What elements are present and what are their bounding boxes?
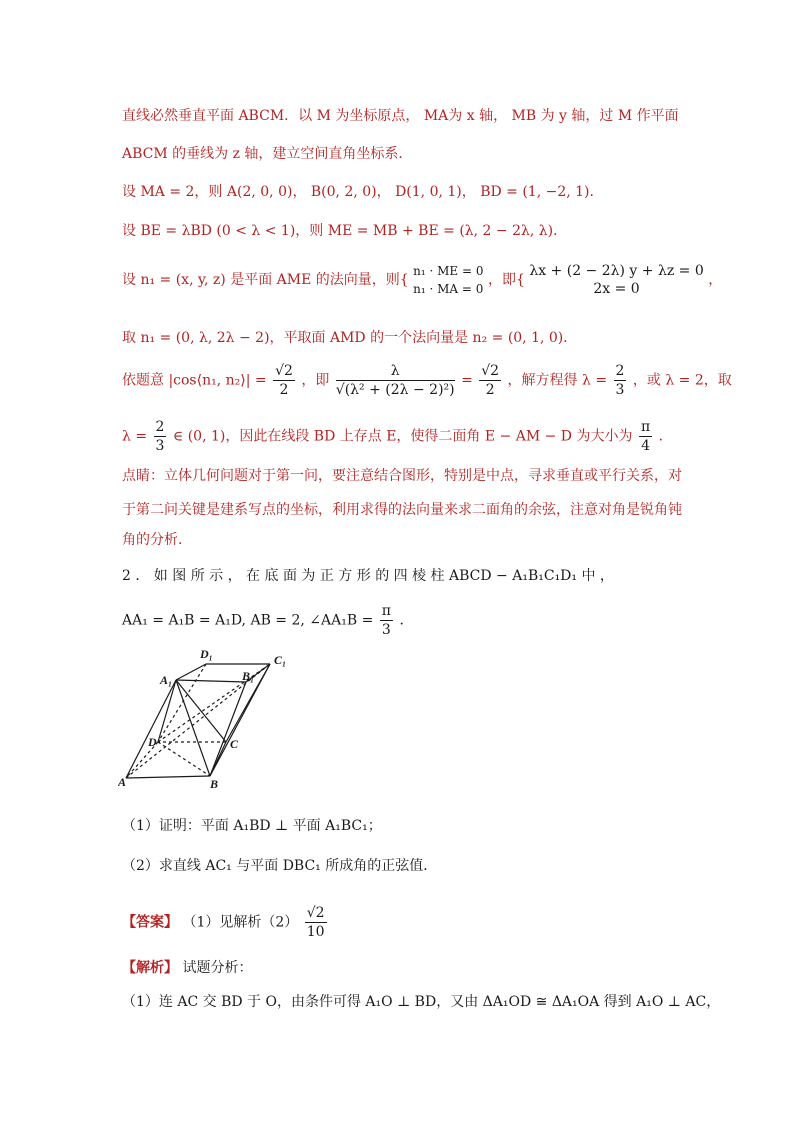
- lambda-intro: λ =: [122, 428, 148, 445]
- label-d: D: [148, 735, 157, 749]
- cosine-equals: =: [461, 372, 473, 389]
- analysis-line: [122, 958, 252, 978]
- normal-vector-end: ，: [708, 272, 723, 288]
- comment-line-2: 于第二问关键是建系写点的坐标，利用求得的法向量来求二面角的余弦，注意对角是锐角钝: [122, 502, 682, 518]
- system1-top: n₁ · ME = 0: [413, 264, 484, 278]
- label-c: C: [230, 737, 239, 751]
- cosine-or: ，或 λ = 2，取: [632, 372, 732, 389]
- label-a: A: [118, 775, 127, 789]
- paragraph-points: 设 MA = 2，则 A(2, 0, 0)， B(0, 2, 0)， D(1, 0, 1)， BD = (1, −2, 1)．: [122, 184, 604, 200]
- equation-system-2: [529, 262, 703, 298]
- lambda-conclusion-text: ∈ (0, 1)，因此在线段 BD 上存点 E，使得二面角 E − AM − D 为大小为: [172, 428, 633, 445]
- comment-line-1: 点睛：立体几何问题对于第一问，要注意结合图形，特别是中点，寻求垂直或平行关系，对: [122, 468, 682, 484]
- question-2-statement: 2 ． 如 图 所 示 ， 在 底 面 为 正 方 形 的 四 棱 柱 ABCD − A₁B₁C₁D₁ 中 ，: [122, 568, 614, 584]
- edge-a-b: [126, 776, 210, 778]
- analysis-text: 试题分析：: [182, 960, 253, 976]
- analysis-tag: 【解析】: [122, 960, 178, 976]
- fraction-lambda-over-root: $\frac{\lambda}{\text{√(λ² + (2λ − 2)²)}}$: [335, 363, 455, 398]
- sub-question-2: （2）求直线 AC₁ 与平面 DBC₁ 所成角的正弦值．: [122, 858, 438, 874]
- paragraph-lambda-conclusion: λ = $\frac{2}{3}$ ∈ (0, 1)，因此在线段 BD 上存点 E，使得二面角 E − AM − D 为大小为 $\frac{\pi}{4}$ ．: [122, 419, 673, 454]
- paragraph-vector-be: 设 BE = λBD (0 < λ < 1)，则 ME = MB + BE = (λ, 2 − 2λ, λ)．: [122, 223, 568, 239]
- line-a1-b: [176, 680, 210, 776]
- edge-a-a1: [126, 680, 176, 778]
- prism-figure: [118, 640, 318, 790]
- cosine-intro: 依题意 |cos⟨n₁, n₂⟩| =: [122, 372, 267, 389]
- label-b: B: [210, 777, 219, 790]
- fraction-pi-over-3: $\frac{\pi}{3}$: [381, 603, 391, 638]
- comment-line-3: 角的分析．: [122, 532, 192, 548]
- fraction-two-thirds-b: $\frac{2}{3}$: [155, 419, 165, 454]
- analysis-step-1: （1）连 AC 交 BD 于 O，由条件可得 A₁O ⊥ BD，又由 ΔA₁OD ≅ ΔA₁OA 得到 A₁O ⊥ AC，: [122, 994, 721, 1010]
- normal-vector-mid: ，即{: [487, 272, 525, 288]
- paragraph-coordinate-setup-2: ABCM 的垂线为 z 轴，建立空间直角坐标系．: [122, 146, 413, 162]
- system2-top: λx + (2 − 2λ) y + λz = 0: [529, 263, 704, 279]
- normal-vector-intro: 设 n₁ = (x, y, z) 是平面 AME 的法向量，则{: [122, 272, 409, 288]
- answer-tag: 【答案】: [122, 914, 178, 931]
- fraction-two-thirds: $\frac{2}{3}$: [615, 363, 625, 398]
- label-d1: D₁: [200, 647, 213, 661]
- equation-system-1: [413, 262, 483, 298]
- question-2-conditions: AA₁ = A₁B = A₁D, AB = 2, ∠AA₁B = $\frac{\pi}{3}$ ．: [122, 603, 414, 638]
- paragraph-normal-vector: [122, 262, 722, 298]
- answer-line: [122, 904, 329, 941]
- cosine-solve: ，解方程得 λ =: [507, 372, 608, 389]
- fraction-pi-over-4: $\frac{\pi}{4}$: [640, 419, 651, 454]
- fraction-sqrt2-over-2-b: $\frac{√2}{2}$: [481, 363, 500, 398]
- answer-text: （1）见解析（2）: [182, 914, 299, 931]
- fraction-sqrt2-over-2: $\frac{√2}{2}$: [275, 363, 293, 398]
- system1-bottom: n₁ · MA = 0: [413, 282, 484, 296]
- system2-bottom: 2x = 0: [593, 281, 640, 297]
- label-b1: B₁: [242, 669, 255, 683]
- paragraph-take-normal: 取 n₁ = (0, λ, 2λ − 2)，平取面 AMD 的一个法向量是 n₂ = (0, 1, 0)．: [122, 330, 578, 346]
- edge-a1-d1: [176, 664, 206, 680]
- cosine-so: ，即: [301, 372, 330, 389]
- fraction-sqrt2-over-10: $\frac{√2}{10}$: [306, 905, 325, 940]
- label-c1: C₁: [274, 653, 287, 667]
- label-a1: A₁: [160, 673, 173, 687]
- sub-question-1: （1）证明：平面 A₁BD ⊥ 平面 A₁BC₁；: [122, 818, 382, 834]
- paragraph-cosine-equation: [122, 362, 732, 399]
- paragraph-coordinate-setup-1: 直线必然垂直平面 ABCM．以 M 为坐标原点， MA为 x 轴， MB 为 y 轴，过 M 作平面: [122, 108, 679, 124]
- edge-b1-a1: [176, 680, 246, 682]
